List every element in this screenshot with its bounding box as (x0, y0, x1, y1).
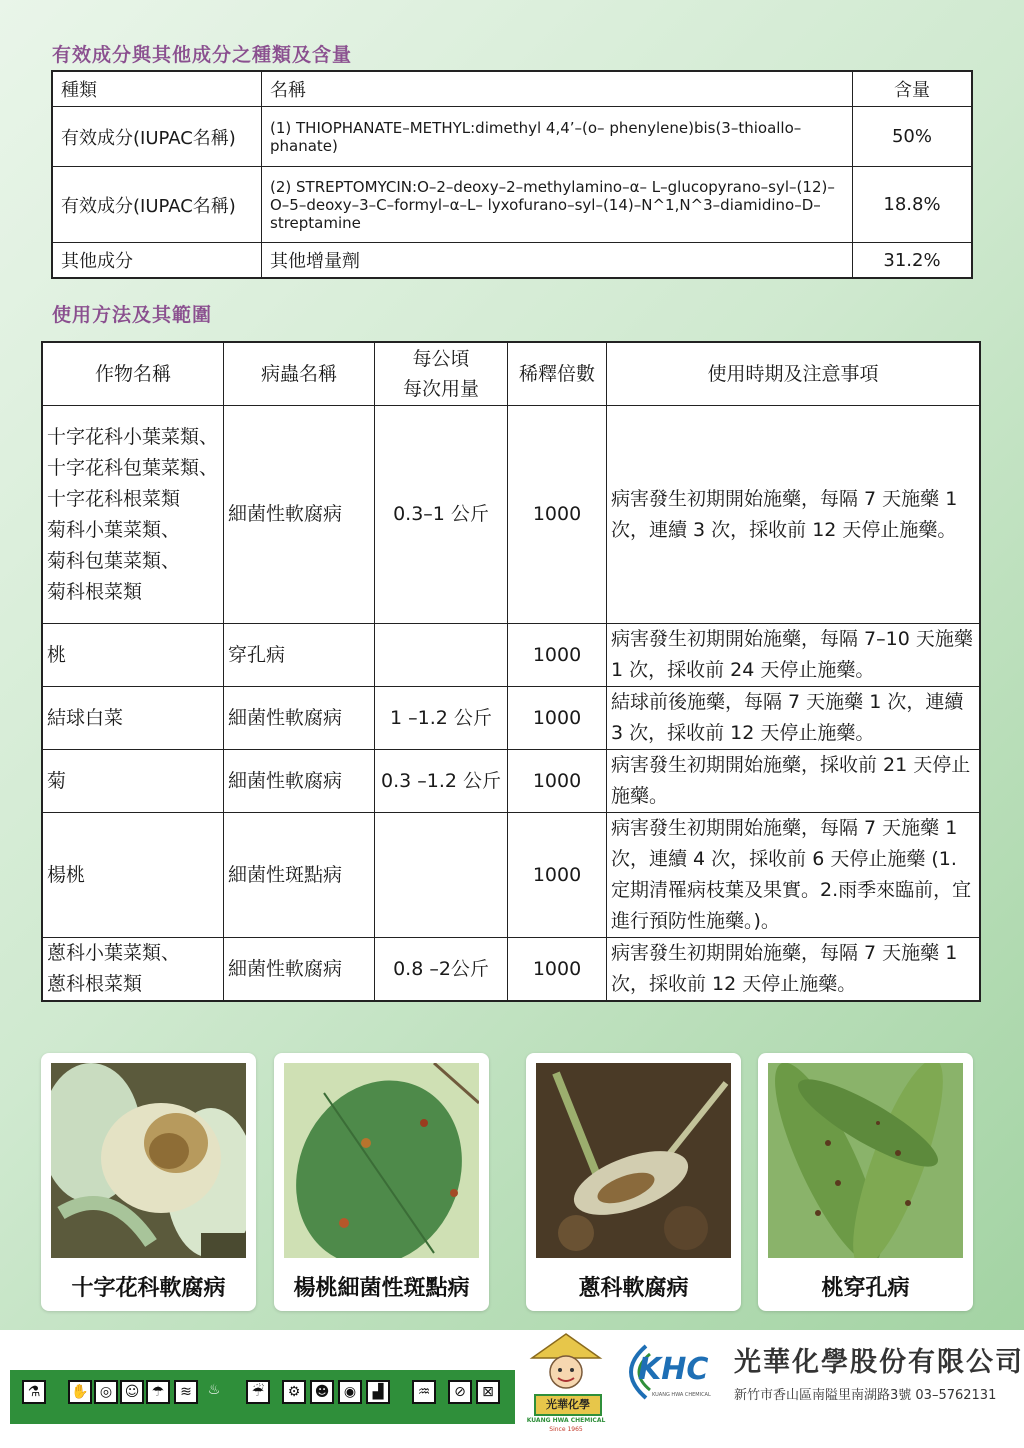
photo-caption: 桃穿孔病 (821, 1276, 910, 1301)
khc-logo-text: KHC (638, 1352, 709, 1387)
crop-cell: 結球白菜 (42, 687, 224, 750)
table-row (42, 750, 980, 813)
khc-logo-sub: KUANG HWA CHEMICAL (652, 1392, 711, 1398)
application-icon: ☔ (246, 1380, 270, 1404)
crop-cell: 楊桃 (42, 813, 224, 938)
farmer-mascot-icon (528, 1332, 604, 1396)
photo-caption: 十字花科軟腐病 (71, 1276, 226, 1301)
disease-cell: 穿孔病 (224, 624, 375, 687)
dose-cell: 0.3–1 公斤 (375, 406, 508, 624)
disease-cell: 細菌性軟腐病 (224, 406, 375, 624)
header-name: 名稱 (262, 71, 853, 107)
ingredient-type: 其他成分 (52, 243, 262, 279)
photo-card-onion (526, 1053, 741, 1311)
header-dose-line1: 每公頃 (412, 348, 470, 370)
dilution-cell: 1000 (508, 938, 607, 1002)
table-row (42, 624, 980, 687)
table-row (42, 813, 980, 938)
khc-logo (612, 1342, 728, 1406)
header-dose (375, 342, 508, 406)
sprayer-icon: ≋ (174, 1380, 198, 1404)
crop-cell: 蔥科小葉菜類、 蔥科根菜類 (42, 938, 224, 1002)
disease-cell: 細菌性斑點病 (224, 813, 375, 938)
wash-icon: ♒ (412, 1380, 436, 1404)
tractor-icon: ⚙ (282, 1380, 306, 1404)
ingredient-amount: 50% (853, 107, 973, 167)
usage-title: 使用方法及其範圍 (52, 304, 213, 326)
ingredient-type: 有效成分(IUPAC名稱) (52, 167, 262, 243)
header-notes: 使用時期及注意事項 (607, 342, 981, 406)
disease-cell: 細菌性軟腐病 (224, 687, 375, 750)
table-row (42, 687, 980, 750)
crop-cell: 桃 (42, 624, 224, 687)
notes-cell: 病害發生初期開始施藥，每隔 7–10 天施藥 1 次，採收前 24 天停止施藥。 (607, 624, 981, 687)
safety-symbols-band (10, 1370, 515, 1424)
starfruit-leaf-spot-photo (284, 1063, 479, 1258)
goggles-icon: ◎ (94, 1380, 118, 1404)
photo-card-cabbage (41, 1053, 256, 1311)
notes-cell: 病害發生初期開始施藥，每隔 7 天施藥 1 次，連續 3 次，採收前 12 天停止施藥。 (607, 406, 981, 624)
dilution-cell: 1000 (508, 813, 607, 938)
face-shield-icon: ◉ (338, 1380, 362, 1404)
onion-soft-rot-photo (536, 1063, 731, 1258)
header-dose-line2: 每次用量 (402, 378, 479, 400)
mask-icon: ☻ (310, 1380, 334, 1404)
company-address: 新竹市香山區南隘里南湖路3號 03–5762131 (734, 1388, 997, 1403)
ingredient-type: 有效成分(IUPAC名稱) (52, 107, 262, 167)
dose-cell: 0.8 –2公斤 (375, 938, 508, 1002)
ingredient-amount: 31.2% (853, 243, 973, 279)
hood-icon: ☂ (146, 1380, 170, 1404)
dilution-cell: 1000 (508, 406, 607, 624)
photo-card-peach (758, 1053, 973, 1311)
notes-cell: 病害發生初期開始施藥，每隔 7 天施藥 1 次，連續 4 次，採收前 6 天停止施藥 (1. 定期清罹病枝葉及果實。2.雨季來臨前，宜進行預防性施藥。)。 (607, 813, 981, 938)
crop-cell: 十字花科小葉菜類、十字花科包葉菜類、十字花科根菜類 菊科小葉菜類、 菊科包葉菜類、 菊科根菜類 (42, 406, 224, 624)
dose-cell (375, 624, 508, 687)
dose-cell: 1 –1.2 公斤 (375, 687, 508, 750)
disease-cell: 細菌性軟腐病 (224, 750, 375, 813)
company-name: 光華化學股份有限公司 (734, 1347, 1024, 1378)
mascot-sub: KUANG HWA CHEMICAL (526, 1417, 606, 1424)
usage-table (41, 341, 981, 1002)
mixing-icon: ⚗ (22, 1380, 46, 1404)
ingredients-title: 有效成分與其他成分之種類及含量 (52, 44, 353, 66)
dilution-cell: 1000 (508, 624, 607, 687)
table-row (42, 406, 980, 624)
table-row (42, 938, 980, 1002)
mascot-since: Since 1965 (549, 1426, 583, 1433)
header-type: 種類 (52, 71, 262, 107)
dilution-cell: 1000 (508, 750, 607, 813)
header-crop: 作物名稱 (42, 342, 224, 406)
dose-cell (375, 813, 508, 938)
ingredient-name: 其他增量劑 (262, 243, 853, 279)
crop-cell: 菊 (42, 750, 224, 813)
cabbage-soft-rot-photo (51, 1063, 246, 1258)
boots-icon: ▟ (366, 1380, 390, 1404)
mascot-badge: 光華化學 (534, 1394, 602, 1416)
gloves-icon: ✋ (68, 1380, 92, 1404)
footer (0, 1330, 1024, 1448)
mascot-logo (528, 1332, 604, 1442)
ingredient-name: (1) THIOPHANATE–METHYL:dimethyl 4,4’–(o– phenylene)bis(3–thioallo–phanate) (262, 107, 853, 167)
ingredient-amount: 18.8% (853, 167, 973, 243)
no-livestock-icon: ⊘ (448, 1380, 472, 1404)
no-fish-icon: ⊠ (476, 1380, 500, 1404)
header-disease: 病蟲名稱 (224, 342, 375, 406)
ingredients-table (51, 70, 973, 279)
dilution-cell: 1000 (508, 687, 607, 750)
ingredient-name: (2) STREPTOMYCIN:O–2–deoxy–2–methylamino–α– L–glucopyrano–syl–(12)–O–5–deoxy–3–C–formyl–α–L– lyxofurano–syl–(14)–N^1,N^3–diamidino–D– streptamine (262, 167, 853, 243)
header-dilution: 稀釋倍數 (508, 342, 607, 406)
photo-card-starfruit (274, 1053, 489, 1311)
dose-cell: 0.3 –1.2 公斤 (375, 750, 508, 813)
disease-cell: 細菌性軟腐病 (224, 938, 375, 1002)
respirator-icon: ☺ (120, 1380, 144, 1404)
photo-caption: 蔥科軟腐病 (578, 1276, 689, 1301)
peach-shot-hole-photo (768, 1063, 963, 1258)
notes-cell: 病害發生初期開始施藥，每隔 7 天施藥 1 次，採收前 12 天停止施藥。 (607, 938, 981, 1002)
photo-caption: 楊桃細菌性斑點病 (293, 1276, 470, 1301)
header-amount: 含量 (853, 71, 973, 107)
notes-cell: 病害發生初期開始施藥，採收前 21 天停止施藥。 (607, 750, 981, 813)
notes-cell: 結球前後施藥，每隔 7 天施藥 1 次，連續 3 次，採收前 12 天停止施藥。 (607, 687, 981, 750)
spray-bottle-icon: ♨ (207, 1382, 221, 1398)
